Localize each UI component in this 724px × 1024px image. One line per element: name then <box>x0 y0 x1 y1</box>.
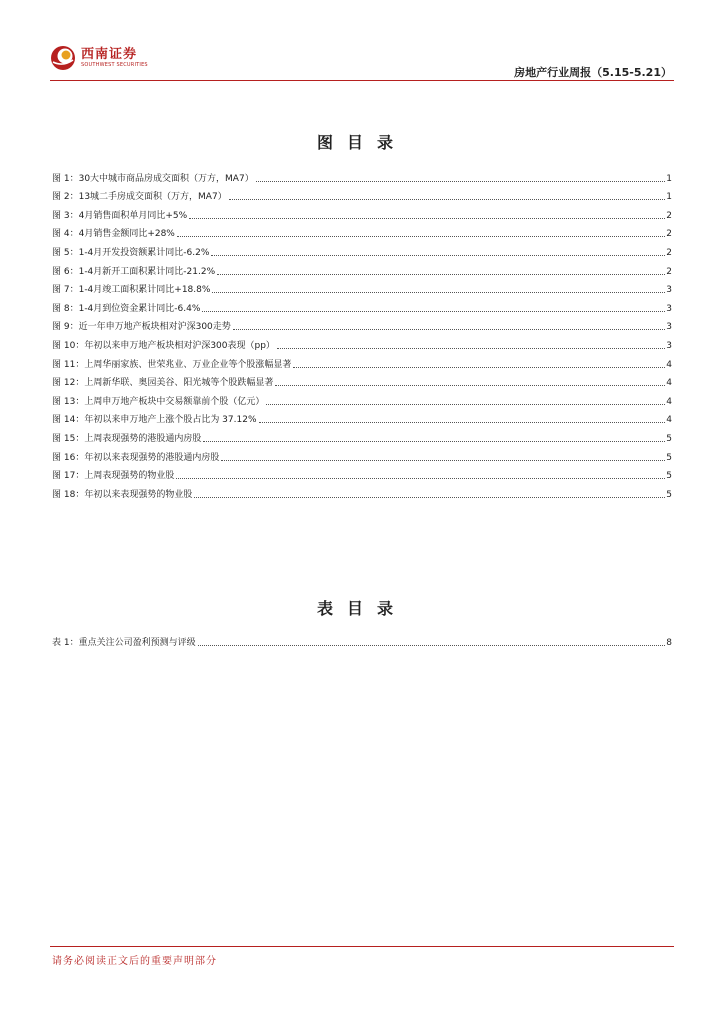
toc-entry-label: 图 4：4月销售金额同比+28% <box>52 229 175 240</box>
toc-dot-leader <box>221 459 665 461</box>
toc-entry-label: 图 14：年初以来申万地产上涨个股占比为 37.12% <box>52 415 257 426</box>
toc-entry[interactable] <box>52 408 672 427</box>
toc-entry-page: 2 <box>666 247 672 258</box>
toc-entry[interactable] <box>52 445 672 464</box>
toc-entry[interactable] <box>52 630 672 649</box>
toc-entry[interactable] <box>52 203 672 222</box>
toc-entry-page: 3 <box>666 303 672 314</box>
toc-dot-leader <box>203 440 665 442</box>
toc-entry-label: 图 3：4月销售面积单月同比+5% <box>52 210 188 221</box>
toc-dot-leader <box>176 477 665 479</box>
toc-entry-page: 5 <box>666 489 672 500</box>
toc-dot-leader <box>259 421 666 423</box>
toc-entry-page: 8 <box>666 637 672 648</box>
logo-emblem-icon <box>50 45 76 71</box>
toc-dot-leader <box>211 254 665 256</box>
toc-entry-page: 5 <box>666 471 672 482</box>
report-title: 房地产行业周报（5.15-5.21） <box>514 66 672 79</box>
toc-entry[interactable] <box>52 371 672 390</box>
toc-entry[interactable] <box>52 482 672 501</box>
toc-entry[interactable] <box>52 222 672 241</box>
toc-entry-label: 图 16：年初以来表现强势的港股通内房股 <box>52 452 220 463</box>
toc-dot-leader <box>194 496 665 498</box>
toc-entry[interactable] <box>52 166 672 185</box>
toc-entry[interactable] <box>52 278 672 297</box>
toc-entry-label: 图 5：1-4月开发投资额累计同比-6.2% <box>52 247 210 258</box>
logo-name-cn: 西南证券 <box>81 46 138 62</box>
toc-entry-page: 3 <box>666 340 672 351</box>
toc-dot-leader <box>293 366 665 368</box>
toc-entry-page: 4 <box>666 359 672 370</box>
toc-dot-leader <box>266 403 665 405</box>
toc-entry-page: 4 <box>666 378 672 389</box>
toc-entry[interactable] <box>52 240 672 259</box>
figure-toc-title: 图目录 <box>316 133 407 152</box>
toc-entry-label: 图 10：年初以来申万地产板块相对沪深300表现（pp） <box>52 340 275 351</box>
toc-entry-page: 5 <box>666 433 672 444</box>
toc-entry-label: 图 9：近一年申万地产板块相对沪深300走势 <box>52 322 231 333</box>
toc-entry[interactable] <box>52 464 672 483</box>
toc-entry-page: 1 <box>666 173 672 184</box>
toc-entry-label: 图 2：13城二手房成交面积（万方，MA7） <box>52 192 227 203</box>
toc-dot-leader <box>212 291 665 293</box>
toc-entry[interactable] <box>52 426 672 445</box>
toc-entry-label: 图 13：上周申万地产板块中交易额靠前个股（亿元） <box>52 396 265 407</box>
toc-dot-leader <box>229 198 666 200</box>
toc-entry-page: 4 <box>666 396 672 407</box>
toc-entry[interactable] <box>52 315 672 334</box>
header-divider <box>50 80 674 81</box>
toc-dot-leader <box>233 328 665 330</box>
toc-dot-leader <box>189 217 665 219</box>
toc-entry-label: 图 7：1-4月竣工面积累计同比+18.8% <box>52 285 211 296</box>
toc-dot-leader <box>256 180 666 182</box>
toc-entry-label: 图 11：上周华丽家族、世荣兆业、万业企业等个股涨幅显著 <box>52 359 292 370</box>
footer-divider <box>50 946 674 947</box>
toc-entry[interactable] <box>52 259 672 278</box>
toc-entry-label: 图 6：1-4月新开工面积累计同比-21.2% <box>52 266 216 277</box>
toc-entry[interactable] <box>52 389 672 408</box>
toc-entry-page: 2 <box>666 266 672 277</box>
toc-entry-page: 1 <box>666 192 672 203</box>
page-header <box>0 0 724 82</box>
footer-notice: 请务必阅读正文后的重要声明部分 <box>52 956 217 967</box>
toc-dot-leader <box>198 644 666 646</box>
toc-dot-leader <box>277 347 665 349</box>
toc-entry-page: 3 <box>666 285 672 296</box>
toc-dot-leader <box>217 273 665 275</box>
toc-entry-label: 图 1：30大中城市商品房成交面积（万方，MA7） <box>52 173 254 184</box>
toc-entry-page: 4 <box>666 415 672 426</box>
toc-dot-leader <box>275 384 665 386</box>
toc-entry-label: 图 8：1-4月到位资金累计同比-6.4% <box>52 303 201 314</box>
logo-name-en: SOUTHWEST SECURITIES <box>81 61 148 68</box>
toc-entry[interactable] <box>52 333 672 352</box>
toc-entry[interactable] <box>52 185 672 204</box>
toc-entry-label: 图 12：上周新华联、奥园美谷、阳光城等个股跌幅显著 <box>52 378 274 389</box>
toc-dot-leader <box>177 235 665 237</box>
toc-entry[interactable] <box>52 296 672 315</box>
toc-dot-leader <box>202 310 665 312</box>
company-logo <box>50 42 150 74</box>
toc-entry-page: 5 <box>666 452 672 463</box>
toc-entry[interactable] <box>52 352 672 371</box>
toc-entry-label: 图 17：上周表现强势的物业股 <box>52 471 175 482</box>
toc-entry-label: 图 15：上周表现强势的港股通内房股 <box>52 433 202 444</box>
table-toc-title: 表目录 <box>316 599 407 618</box>
toc-entry-page: 3 <box>666 322 672 333</box>
toc-entry-page: 2 <box>666 229 672 240</box>
figure-toc-list <box>52 166 672 501</box>
table-toc-list <box>52 630 672 649</box>
toc-entry-label: 表 1：重点关注公司盈利预测与评级 <box>52 637 196 648</box>
toc-entry-page: 2 <box>666 210 672 221</box>
toc-entry-label: 图 18：年初以来表现强势的物业股 <box>52 489 193 500</box>
